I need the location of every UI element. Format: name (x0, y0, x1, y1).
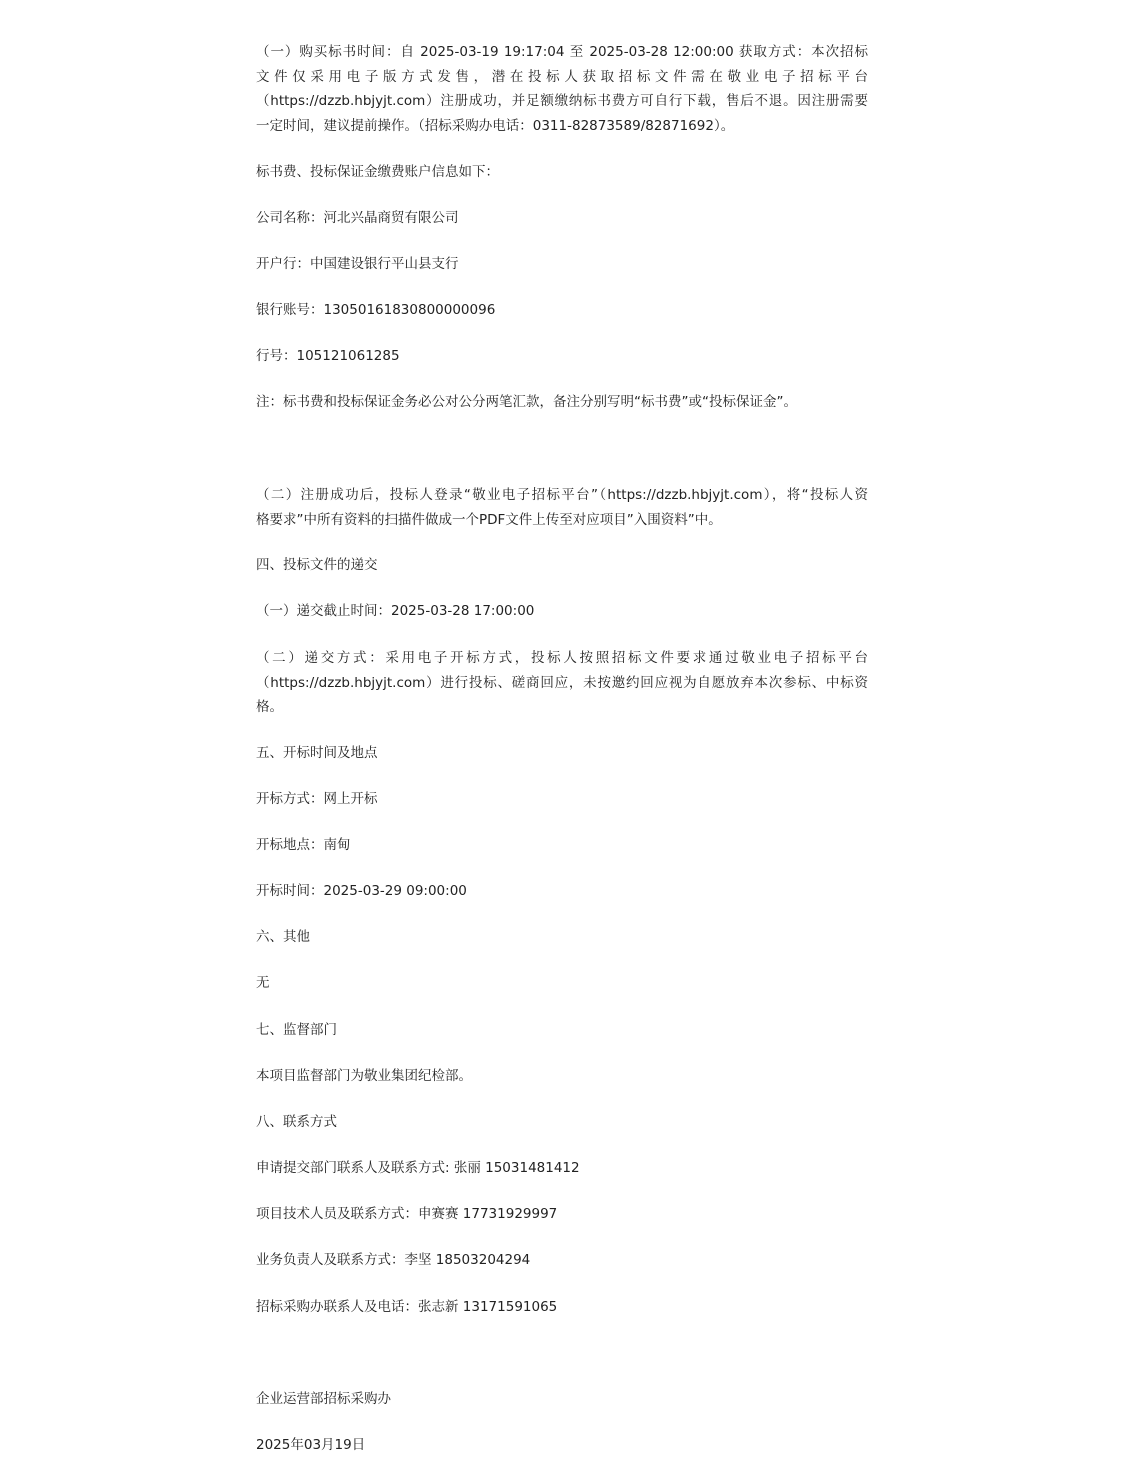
purchase-line-1: （一）购买标书时间：自 2025-03-19 19:17:04 至 2025-03-28 12:00:00 获取方式：本次招标 (256, 44, 868, 60)
submit-line-1: （二）递交方式：采用电子开标方式，投标人按照招标文件要求通过敬业电子招标平台 (256, 650, 868, 666)
section-5-title: 五、开标时间及地点 (256, 745, 378, 761)
submission-deadline: （一）递交截止时间：2025-03-28 17:00:00 (256, 603, 535, 619)
opening-place: 开标地点：南甸 (256, 837, 351, 853)
payment-note: 注：标书费和投标保证金务必公对公分两笔汇款，备注分别写明“标书费”或“投标保证金”。 (256, 394, 797, 410)
registration-paragraph (256, 483, 868, 532)
section-4-title: 四、投标文件的递交 (256, 557, 378, 573)
purchase-line-4: 一定时间，建议提前操作。（招标采购办电话：0311-82873589/82871692）。 (256, 117, 735, 134)
account-number: 银行账号：13050161830800000096 (256, 302, 496, 318)
signature-date: 2025年03月19日 (256, 1437, 366, 1453)
contact-business: 业务负责人及联系方式：李坚 18503204294 (256, 1252, 531, 1268)
signature-organization: 企业运营部招标采购办 (256, 1391, 391, 1407)
purchase-line-3: （https://dzzb.hbjyjt.com）注册成功，并足额缴纳标书费方可自行下载，售后不退。因注册需要 (256, 93, 868, 109)
bank-code: 行号：105121061285 (256, 348, 400, 364)
section-6-body: 无 (256, 975, 270, 991)
section-7-body: 本项目监督部门为敬业集团纪检部。 (256, 1068, 472, 1084)
submit-line-2: （https://dzzb.hbjyjt.com）进行投标、磋商回应，未按邀约回应视为自愿放弃本次参标、中标资 (256, 674, 868, 691)
bank-name: 开户行：中国建设银行平山县支行 (256, 256, 459, 272)
purchase-time-paragraph (256, 40, 868, 138)
contact-applicant: 申请提交部门联系人及联系方式: 张丽 15031481412 (256, 1160, 580, 1176)
opening-time: 开标时间：2025-03-29 09:00:00 (256, 883, 467, 899)
submit-line-3: 格。 (256, 699, 283, 715)
section-8-title: 八、联系方式 (256, 1114, 337, 1130)
company-name: 公司名称：河北兴晶商贸有限公司 (256, 210, 459, 226)
contact-procurement: 招标采购办联系人及电话：张志新 13171591065 (256, 1299, 558, 1315)
contact-technical: 项目技术人员及联系方式：申赛赛 17731929997 (256, 1206, 558, 1222)
purchase-line-2: 文件仅采用电子版方式发售，潜在投标人获取招标文件需在敬业电子招标平台 (256, 68, 868, 85)
section-6-title: 六、其他 (256, 929, 310, 945)
submission-method-paragraph (256, 646, 868, 720)
opening-method: 开标方式：网上开标 (256, 791, 378, 807)
register-line-1: （二）注册成功后，投标人登录“敬业电子招标平台”（https://dzzb.hbjyjt.com），将“投标人资 (256, 487, 868, 503)
account-intro: 标书费、投标保证金缴费账户信息如下： (256, 164, 499, 180)
register-line-2: 格要求”中所有资料的扫描件做成一个PDF文件上传至对应项目”入围资料”中。 (256, 511, 722, 528)
document-page (256, 0, 868, 1463)
section-7-title: 七、监督部门 (256, 1022, 337, 1038)
